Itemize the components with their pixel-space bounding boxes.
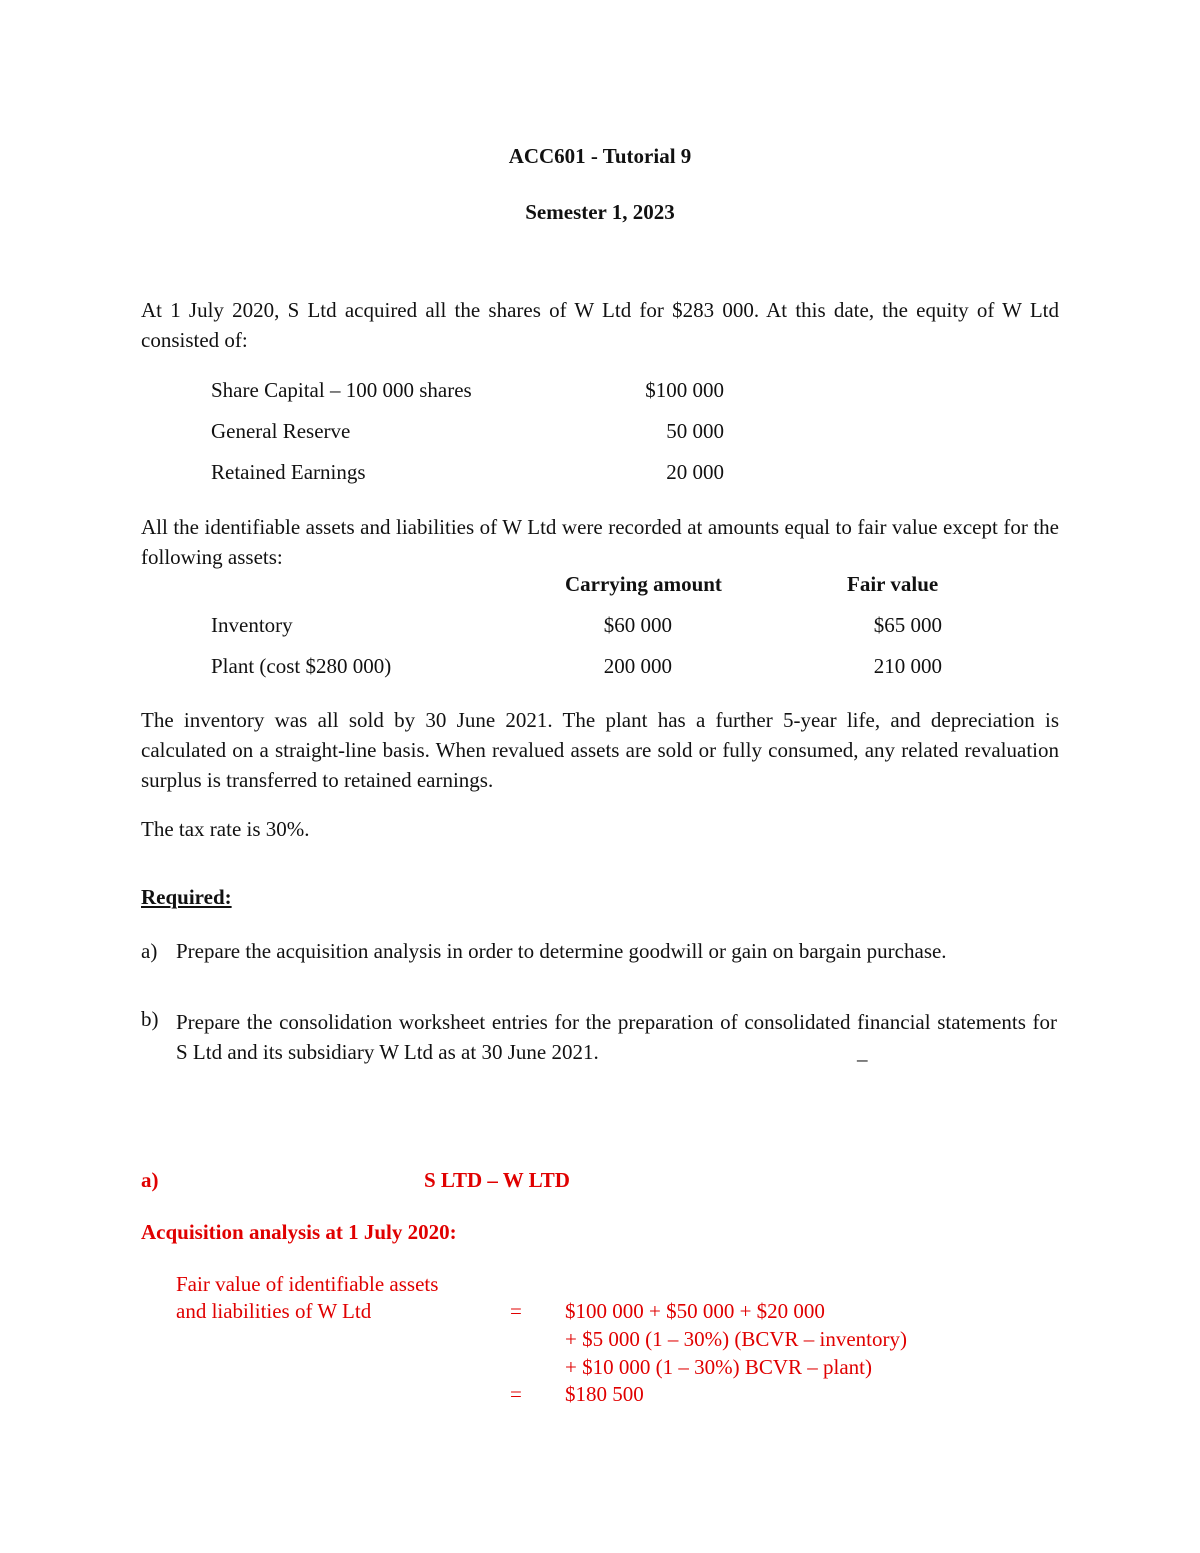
asset-label: Inventory <box>211 613 293 637</box>
fv-label-line-2: and liabilities of W Ltd <box>176 1299 372 1323</box>
inventory-note-paragraph: The inventory was all sold by 30 June 2021. The plant has a further 5-year life, and depreciation is calculated on a straight-line basis. When revalued assets are sold or fully consumed, any related revaluation surplus is transferred to retained earnings. <box>141 708 1059 792</box>
calc-result: $180 500 <box>565 1382 644 1406</box>
equity-label: General Reserve <box>211 419 351 443</box>
carrying-amount-header: Carrying amount <box>565 572 722 596</box>
question-text: Prepare the acquisition analysis in order to determine goodwill or gain on bargain purchase. <box>176 939 947 963</box>
equals-sign: = <box>510 1299 522 1323</box>
assets-intro-paragraph: All the identifiable assets and liabilities of W Ltd were recorded at amounts equal to fair value except for the following assets: <box>141 515 1059 569</box>
question-marker: a) <box>141 939 158 963</box>
document-title: ACC601 - Tutorial 9 <box>508 144 692 168</box>
required-heading: Required: <box>141 885 232 909</box>
equity-amount: 20 000 <box>666 460 724 484</box>
equity-amount: $100 000 <box>645 378 724 402</box>
calc-line: + $5 000 (1 – 30%) (BCVR – inventory) <box>565 1327 907 1351</box>
asset-label: Plant (cost $280 000) <box>211 654 392 678</box>
tax-note: The tax rate is 30%. <box>141 817 310 841</box>
calc-line: + $10 000 (1 – 30%) BCVR – plant) <box>565 1355 872 1379</box>
calc-line: $100 000 + $50 000 + $20 000 <box>565 1299 825 1323</box>
answer-entity-title: S LTD – W LTD <box>424 1168 570 1192</box>
asset-carrying: $60 000 <box>603 613 672 637</box>
equity-label: Share Capital – 100 000 shares <box>211 378 472 402</box>
intro-paragraph: At 1 July 2020, S Ltd acquired all the shares of W Ltd for $283 000. At this date, the equity of W Ltd consisted of: <box>141 298 1059 352</box>
fv-label-line-1: Fair value of identifiable assets <box>176 1272 439 1296</box>
stray-mark: _ <box>857 1040 868 1064</box>
asset-fair: 210 000 <box>873 654 942 678</box>
equity-amount: 50 000 <box>666 419 724 443</box>
asset-carrying: 200 000 <box>603 654 672 678</box>
fair-value-header: Fair value <box>847 572 939 596</box>
equals-sign: = <box>510 1382 522 1406</box>
question-text: Prepare the consolidation worksheet entries for the preparation of consolidated financial statements for S Ltd and its subsidiary W Ltd as at 30 June 2021. <box>176 1010 1057 1064</box>
question-marker: b) <box>141 1007 159 1031</box>
equity-label: Retained Earnings <box>211 460 366 484</box>
answer-part-label: a) <box>141 1168 159 1192</box>
answer-heading: Acquisition analysis at 1 July 2020: <box>141 1220 457 1244</box>
document-subtitle: Semester 1, 2023 <box>525 200 675 224</box>
asset-fair: $65 000 <box>873 613 942 637</box>
